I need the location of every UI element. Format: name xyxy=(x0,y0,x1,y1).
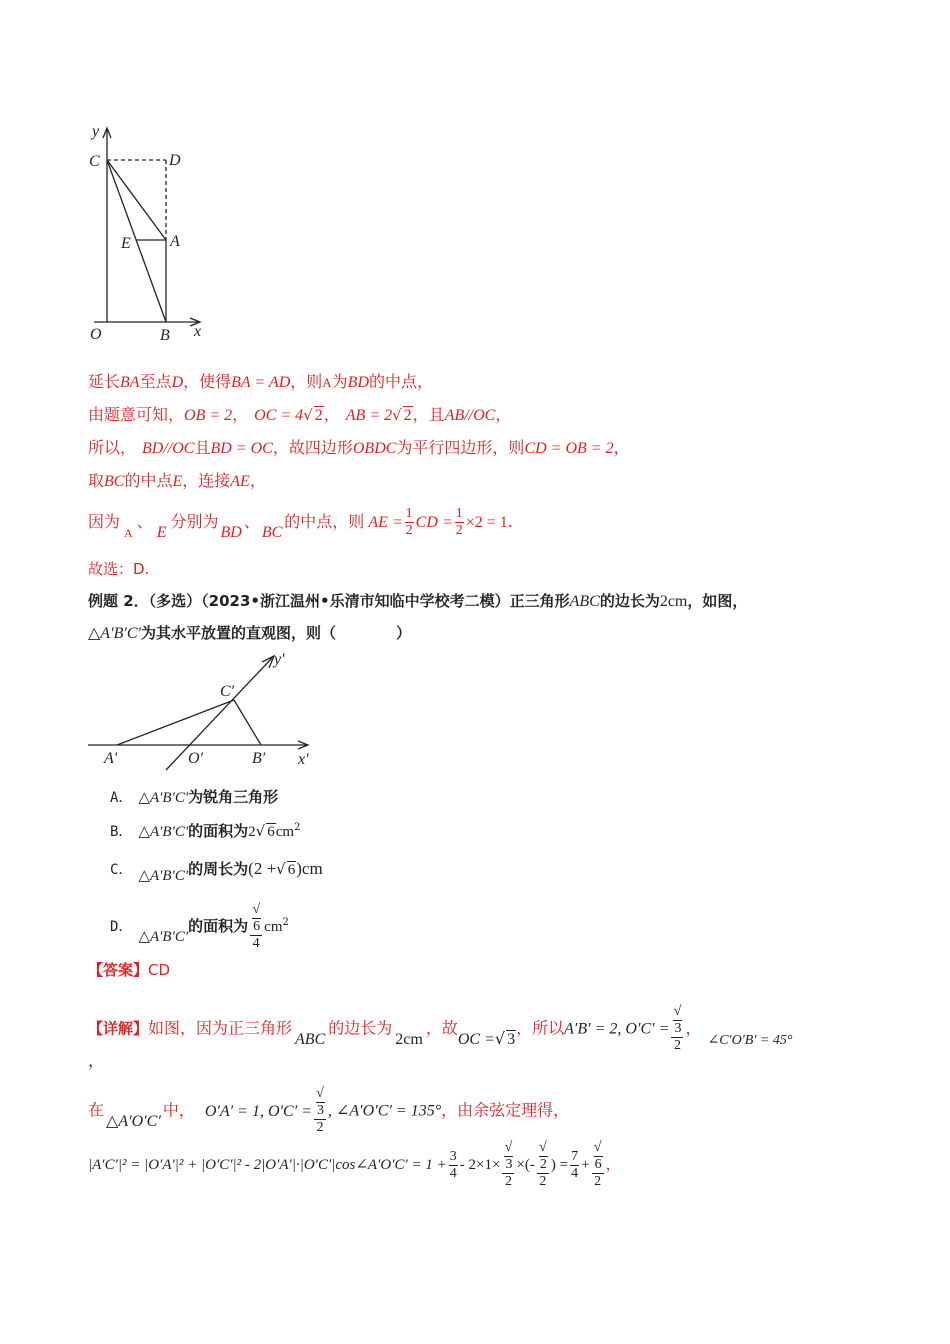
text: 分别为 xyxy=(170,512,219,531)
text: 的中点 xyxy=(124,471,173,490)
text: 的边长为 xyxy=(328,1018,393,1038)
detail-tag: 【详解】 xyxy=(88,1019,149,1038)
math: △A′B′C′ xyxy=(138,929,189,945)
math: ∠C′O′B′ = 45° xyxy=(707,1032,793,1048)
math: A′B′ = 2, O′C′ = xyxy=(564,1020,670,1038)
math: OBDC xyxy=(352,440,397,457)
math: )cm xyxy=(296,859,323,878)
text: 所以， xyxy=(88,438,137,457)
math: BD xyxy=(347,374,369,391)
math: △A′B′C′ xyxy=(138,824,189,840)
unit: cm xyxy=(264,919,283,935)
example-2-heading-2 xyxy=(88,622,411,643)
math: BC xyxy=(261,524,283,541)
text: 的中点， xyxy=(369,372,434,391)
math: AE = xyxy=(368,514,403,531)
text: 因为 xyxy=(88,512,121,531)
text: 且 xyxy=(194,438,211,457)
label-O: O xyxy=(90,326,102,343)
solution-line-1 xyxy=(88,369,433,392)
solution-line-5 xyxy=(88,506,513,539)
option-label: D． xyxy=(110,919,133,935)
option-text: 的面积为 xyxy=(188,822,249,840)
coordinate-figure-1 xyxy=(80,118,220,348)
math: OB = 2 xyxy=(184,407,233,424)
math: E xyxy=(156,524,167,541)
option-text: 的面积为 xyxy=(188,917,249,935)
option-d xyxy=(110,902,289,952)
text: ， xyxy=(605,1155,621,1173)
math: ×(- xyxy=(516,1157,535,1173)
text: 为其水平放置的直观图，则（ ） xyxy=(141,624,412,642)
fraction: $\frac{1}{2}$ xyxy=(455,506,463,538)
option-label: A． xyxy=(110,790,133,806)
solution-line-4 xyxy=(88,468,266,491)
math: E xyxy=(172,473,183,490)
detail-line-1 xyxy=(88,1004,792,1054)
fraction: √ 3 2 xyxy=(502,1140,514,1190)
fraction: √ 2 2 xyxy=(537,1140,549,1190)
option-c xyxy=(110,858,323,884)
math: CD = OB = 2 xyxy=(524,440,614,457)
radicand: 6 xyxy=(287,862,296,878)
math: (2 + xyxy=(248,859,277,878)
math: △A′B′C′ xyxy=(138,868,189,884)
text: 为平行四边形，则 xyxy=(396,438,525,457)
math: , ∠A′O′C′ = 135° xyxy=(328,1102,442,1120)
label-D: D xyxy=(169,152,181,169)
option-text: 的周长为 xyxy=(188,860,249,878)
segment-CA xyxy=(107,160,166,240)
detail-line-2 xyxy=(88,1086,569,1136)
fraction: $\frac{3}{4}$ xyxy=(449,1148,457,1181)
sqrt-sign: √ xyxy=(255,822,266,840)
math: △A′B′C′ xyxy=(138,790,189,806)
text: ， xyxy=(232,405,249,424)
math: BD//OC xyxy=(142,440,195,457)
label-B: B xyxy=(160,327,170,344)
text: ，由余弦定理得， xyxy=(441,1100,570,1120)
math: + xyxy=(581,1157,590,1173)
text: 由题意可知， xyxy=(88,405,185,424)
label-x-prime: x′ xyxy=(298,751,309,768)
radicand: 2 xyxy=(403,407,412,424)
label-y-prime: y′ xyxy=(274,651,285,668)
text: ， xyxy=(613,438,630,457)
label-x: x xyxy=(194,323,202,340)
option-a xyxy=(110,786,278,807)
math: △A′B′C′ xyxy=(88,625,142,642)
text: ， xyxy=(685,1018,702,1038)
text: ， xyxy=(323,405,340,424)
text: 延长 xyxy=(88,372,121,391)
math: OC = 4 xyxy=(254,407,304,424)
math: ×2 = 1 xyxy=(465,514,508,531)
sqrt-sign: √ xyxy=(303,406,313,424)
math: |A′C′|² = |O′A′|² + |O′C′|² - 2|O′A′|·|O′C′|cos∠A′O′C′ = 1 + xyxy=(88,1157,447,1173)
math: O′A′ = 1, O′C′ = xyxy=(204,1102,312,1120)
text: ， xyxy=(249,471,266,490)
math: A xyxy=(124,526,133,540)
option-label: C． xyxy=(110,862,133,878)
detail-line-3 xyxy=(88,1140,621,1190)
text: ，如图， xyxy=(687,592,748,610)
label-C: C xyxy=(89,153,100,170)
text: 如图，因为正三角形 xyxy=(148,1018,293,1038)
math: A xyxy=(322,375,332,390)
math: AB = 2 xyxy=(345,407,393,424)
label-A: A xyxy=(170,233,180,250)
segment-A-C xyxy=(117,700,234,745)
answer xyxy=(88,959,170,980)
option-b xyxy=(110,820,300,841)
unit: cm xyxy=(275,824,295,840)
math: AE xyxy=(230,473,250,490)
fraction: √ 6 2 xyxy=(592,1140,604,1190)
example-2-heading xyxy=(88,590,747,611)
math: AB//OC xyxy=(444,407,496,424)
text: ，则 xyxy=(290,372,323,391)
segment-C-B xyxy=(234,700,261,745)
fraction: $\frac{1}{2}$ xyxy=(405,506,413,538)
math: ) = xyxy=(550,1157,569,1173)
radicand: 3 xyxy=(507,1030,516,1048)
text: 、 xyxy=(136,512,153,531)
math: △A′O′C′ xyxy=(106,1112,161,1130)
math: 2cm xyxy=(395,1030,423,1048)
math: BA = AD xyxy=(231,374,291,391)
text: 例题 2．（多选）（2023•浙江温州•乐清市知临中学校考二模）正三角形 xyxy=(88,592,570,610)
text: 的中点，则 xyxy=(284,512,365,531)
radicand: 2 xyxy=(314,407,323,424)
text: ，连接 xyxy=(182,471,231,490)
text: ， xyxy=(495,405,512,424)
label-E: E xyxy=(121,235,131,252)
math: D xyxy=(171,374,184,391)
text: 中， xyxy=(162,1100,195,1120)
solution-line-3 xyxy=(88,435,630,458)
math: - 2×1× xyxy=(459,1157,501,1173)
text: 的边长为 xyxy=(599,592,660,610)
solution-line-2 xyxy=(88,402,511,425)
label-C-prime: C′ xyxy=(220,683,235,700)
text: ，且 xyxy=(412,405,445,424)
math: BD xyxy=(220,524,242,541)
text: ，故 xyxy=(425,1018,458,1038)
exponent: 2 xyxy=(282,917,289,928)
text: 至点 xyxy=(139,372,172,391)
text: 、 xyxy=(243,512,260,531)
math: OC = xyxy=(457,1030,495,1048)
answer-tag: 【答案】 xyxy=(88,961,149,979)
label-A-prime: A′ xyxy=(104,750,118,767)
math: ABC xyxy=(295,1030,326,1048)
text: 取 xyxy=(88,471,105,490)
option-text: 为锐角三角形 xyxy=(188,788,279,806)
fraction: √ 6 4 xyxy=(250,902,262,952)
math: 2cm xyxy=(659,593,688,610)
label-O-prime: O′ xyxy=(188,750,204,767)
fraction: $\frac{7}{4}$ xyxy=(571,1148,579,1181)
segment-CB xyxy=(107,160,166,322)
math: BA xyxy=(120,374,140,391)
math: ABC xyxy=(569,593,600,610)
sqrt-sign: √ xyxy=(392,406,402,424)
detail-comma: ， xyxy=(88,1051,105,1070)
text: . xyxy=(507,512,513,531)
sqrt-sign: √ xyxy=(494,1028,506,1048)
label-y: y xyxy=(92,123,100,140)
text: ，所以 xyxy=(516,1018,565,1038)
label-B-prime: B′ xyxy=(252,750,266,767)
text: ，使得 xyxy=(183,372,232,391)
text: 在 xyxy=(88,1100,105,1120)
oblique-figure-2 xyxy=(86,650,326,775)
answer-value: CD xyxy=(148,961,171,979)
text: ，故四边形 xyxy=(272,438,353,457)
math: 2 xyxy=(248,824,256,840)
math: BD = OC xyxy=(210,440,273,457)
math: BC xyxy=(104,473,125,490)
text: 为 xyxy=(331,372,348,391)
exponent: 2 xyxy=(294,822,301,833)
math: CD = xyxy=(415,514,453,531)
option-label: B． xyxy=(110,824,133,840)
solution-choice: 故选：D. xyxy=(88,560,150,578)
radicand: 6 xyxy=(267,824,275,840)
sqrt-sign: √ xyxy=(276,860,286,878)
fraction: √ 3 2 xyxy=(671,1004,683,1054)
fraction: √ 3 2 xyxy=(314,1086,326,1136)
